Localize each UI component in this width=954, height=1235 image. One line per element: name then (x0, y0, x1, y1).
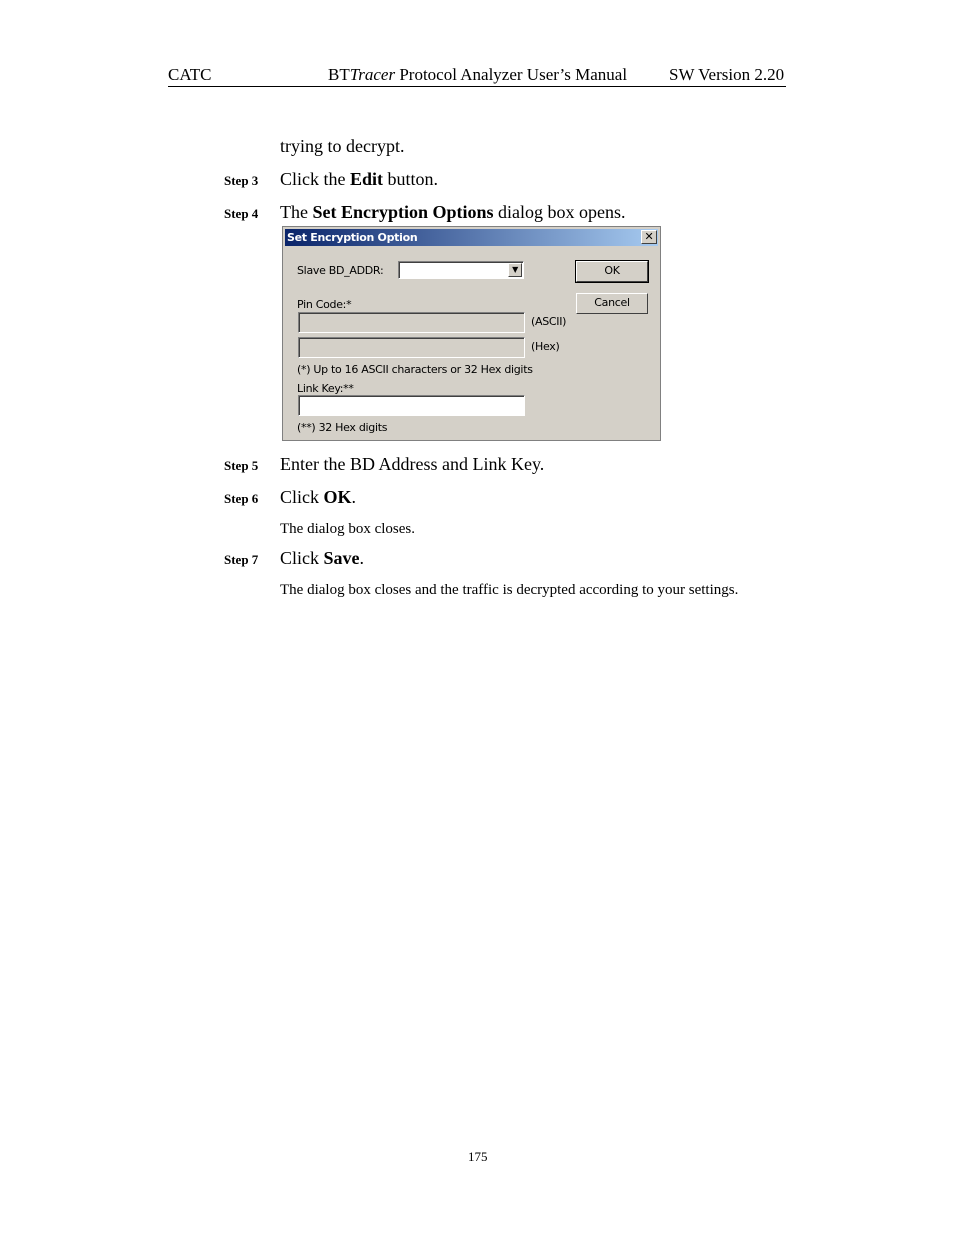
link-key-field[interactable] (298, 395, 525, 416)
pin-code-note: (*) Up to 16 ASCII characters or 32 Hex digits (297, 363, 533, 376)
step-7-label: Step 7 (224, 552, 259, 567)
page-number: 175 (468, 1149, 488, 1164)
step-4-text: The Set Encryption Options dialog box opens. (280, 202, 626, 222)
close-icon[interactable]: ✕ (641, 230, 657, 244)
step-7-note: The dialog box closes and the traffic is decrypted according to your settings. (280, 582, 739, 598)
slave-bd-addr-label: Slave BD_ADDR: (297, 264, 384, 277)
step-3-label: Step 3 (224, 173, 259, 188)
slave-bd-addr-select[interactable] (398, 261, 524, 279)
intro-line: trying to decrypt. (280, 136, 405, 156)
step-7-text: Click Save. (280, 548, 364, 568)
step-6-label: Step 6 (224, 491, 259, 506)
ascii-label: (ASCII) (531, 315, 567, 328)
cancel-button[interactable]: Cancel (576, 293, 648, 314)
chevron-down-icon[interactable]: ▼ (508, 263, 522, 277)
set-encryption-dialog (282, 226, 661, 441)
hex-label: (Hex) (531, 340, 560, 353)
header-version: SW Version 2.20 (669, 65, 785, 84)
header-title: BTTracer Protocol Analyzer User’s Manual (328, 65, 628, 84)
ok-button[interactable]: OK (576, 261, 648, 282)
step-3-text: Click the Edit button. (280, 169, 439, 189)
pin-code-ascii-field (298, 312, 525, 333)
link-key-note: (**) 32 Hex digits (297, 421, 388, 434)
dialog-title: Set Encryption Option (285, 229, 658, 246)
step-5-text: Enter the BD Address and Link Key. (280, 454, 545, 474)
step-6-note: The dialog box closes. (280, 521, 415, 537)
pin-code-label: Pin Code:* (297, 298, 352, 311)
step-5-label: Step 5 (224, 458, 259, 473)
step-6-text: Click OK. (280, 487, 357, 507)
header-rule (168, 86, 786, 87)
pin-code-hex-field (298, 337, 525, 358)
step-4-label: Step 4 (224, 206, 259, 221)
link-key-label: Link Key:** (297, 382, 354, 395)
header-left: CATC (168, 65, 212, 84)
